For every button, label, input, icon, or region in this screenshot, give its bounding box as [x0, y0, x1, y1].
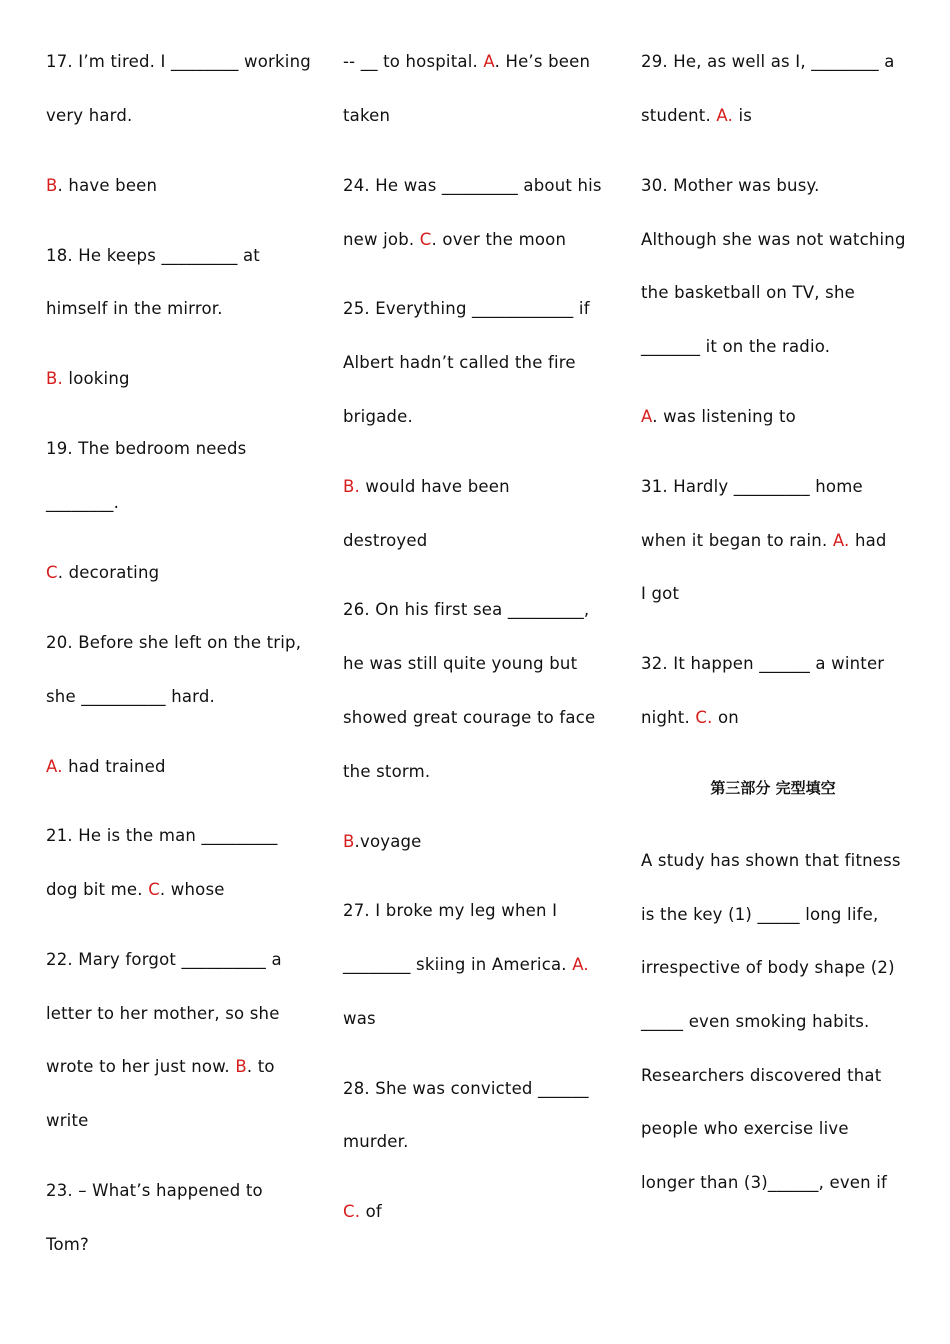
q29-option: A.	[716, 106, 734, 125]
q30-option: A	[641, 407, 653, 426]
q29-line-2	[641, 106, 752, 126]
q18-answer-text: looking	[62, 369, 130, 388]
q18-answer	[46, 369, 130, 389]
q17-line-1: 17. I’m tired. I ________ working	[46, 52, 311, 71]
passage-line-2: is the key (1) _____ long life,	[641, 905, 879, 924]
q21-answer-text: . whose	[159, 880, 225, 899]
q24-option: C	[419, 230, 432, 249]
q17-answer	[46, 176, 157, 196]
section-title: 第三部分 完型填空	[710, 779, 836, 797]
q26-line-2: he was still quite young but	[343, 654, 578, 673]
q22-option: B	[235, 1057, 247, 1076]
q28-answer	[343, 1202, 382, 1222]
q17-answer-text: . have been	[57, 176, 158, 195]
q30-line-4: _______ it on the radio.	[641, 337, 831, 356]
q32-answer-text: on	[712, 708, 739, 727]
q30-answer	[641, 407, 796, 427]
q23-cont-text: -- __ to hospital.	[343, 52, 484, 71]
q19-line-2: ________.	[46, 493, 120, 512]
passage-line-5: Researchers discovered that	[641, 1066, 882, 1085]
q22-line-3	[46, 1057, 275, 1077]
q19-option: C	[46, 563, 58, 582]
q28-option: C.	[343, 1202, 361, 1221]
q26-line-1: 26. On his first sea _________,	[343, 600, 590, 619]
passage-line-4: _____ even smoking habits.	[641, 1012, 870, 1031]
passage-line-3: irrespective of body shape (2)	[641, 958, 895, 977]
q23-line-1: 23. – What’s happened to	[46, 1181, 263, 1200]
q25-line-1: 25. Everything ____________ if	[343, 299, 590, 318]
q26-line-3: showed great courage to face	[343, 708, 596, 727]
q23-answer-text: . He’s been	[494, 52, 591, 71]
q18-line-1: 18. He keeps _________ at	[46, 246, 260, 265]
q21-option: C	[148, 880, 160, 899]
q24-line-1: 24. He was _________ about his	[343, 176, 602, 195]
q30-answer-text: . was listening to	[652, 407, 796, 426]
q32-option: C.	[695, 708, 713, 727]
q31-text: when it began to rain.	[641, 531, 833, 550]
q28-line-2: murder.	[343, 1132, 409, 1151]
q20-line-1: 20. Before she left on the trip,	[46, 633, 302, 652]
q30-line-2: Although she was not watching	[641, 230, 906, 249]
q22-line-1: 22. Mary forgot __________ a	[46, 950, 282, 969]
q22-answer-text: . to	[246, 1057, 275, 1076]
q29-line-1: 29. He, as well as I, ________ a	[641, 52, 895, 71]
q25-answer-line-2: destroyed	[343, 531, 428, 550]
q20-option: A.	[46, 757, 63, 776]
q25-option: B.	[343, 477, 360, 496]
q27-line-2	[343, 955, 589, 975]
q30-line-1: 30. Mother was busy.	[641, 176, 820, 195]
q23-cont-line-2: taken	[343, 106, 391, 125]
q20-answer	[46, 757, 166, 777]
q26-answer	[343, 832, 422, 852]
q25-answer	[343, 477, 510, 497]
q22-text: wrote to her just now.	[46, 1057, 236, 1076]
q18-line-2: himself in the mirror.	[46, 299, 223, 318]
q30-line-3: the basketball on TV, she	[641, 283, 855, 302]
q32-line-2	[641, 708, 739, 728]
q31-answer-text: had	[849, 531, 887, 550]
q26-answer-text: .voyage	[354, 832, 422, 851]
q27-text: ________ skiing in America.	[343, 955, 573, 974]
q31-line-3: I got	[641, 584, 680, 603]
q26-line-4: the storm.	[343, 762, 431, 781]
q19-answer-text: . decorating	[57, 563, 160, 582]
passage-line-6: people who exercise live	[641, 1119, 849, 1138]
q22-line-4: write	[46, 1111, 89, 1130]
q24-line-2	[343, 230, 566, 250]
q29-answer-text: is	[733, 106, 753, 125]
q32-line-1: 32. It happen ______ a winter	[641, 654, 885, 673]
q23-option: A	[483, 52, 495, 71]
q27-line-1: 27. I broke my leg when I	[343, 901, 558, 920]
q27-line-3: was	[343, 1009, 376, 1028]
q18-option: B.	[46, 369, 63, 388]
q17-line-2: very hard.	[46, 106, 133, 125]
q20-line-2: she __________ hard.	[46, 687, 215, 706]
q19-line-1: 19. The bedroom needs	[46, 439, 247, 458]
q28-answer-text: of	[360, 1202, 382, 1221]
q20-answer-text: had trained	[62, 757, 166, 776]
q21-text: dog bit me.	[46, 880, 149, 899]
q21-line-1: 21. He is the man _________	[46, 826, 278, 845]
q31-option: A.	[832, 531, 850, 550]
q21-line-2	[46, 880, 225, 900]
q31-line-2	[641, 531, 887, 551]
q32-text: night.	[641, 708, 696, 727]
q28-line-1: 28. She was convicted ______	[343, 1079, 589, 1098]
q24-answer-text: . over the moon	[431, 230, 567, 249]
q17-option: B	[46, 176, 58, 195]
passage-line-7: longer than (3)______, even if	[641, 1173, 888, 1192]
q19-answer	[46, 563, 159, 583]
q23-line-2: Tom?	[46, 1235, 90, 1254]
q29-text: student.	[641, 106, 717, 125]
q27-option: A.	[572, 955, 589, 974]
q22-line-2: letter to her mother, so she	[46, 1004, 280, 1023]
q25-line-2: Albert hadn’t called the fire	[343, 353, 576, 372]
q25-answer-text: would have been	[359, 477, 510, 496]
q23-cont-line-1	[343, 52, 590, 72]
passage-line-1: A study has shown that fitness	[641, 851, 901, 870]
q26-option: B	[343, 832, 355, 851]
q25-line-3: brigade.	[343, 407, 413, 426]
q31-line-1: 31. Hardly _________ home	[641, 477, 863, 496]
q24-text: new job.	[343, 230, 420, 249]
